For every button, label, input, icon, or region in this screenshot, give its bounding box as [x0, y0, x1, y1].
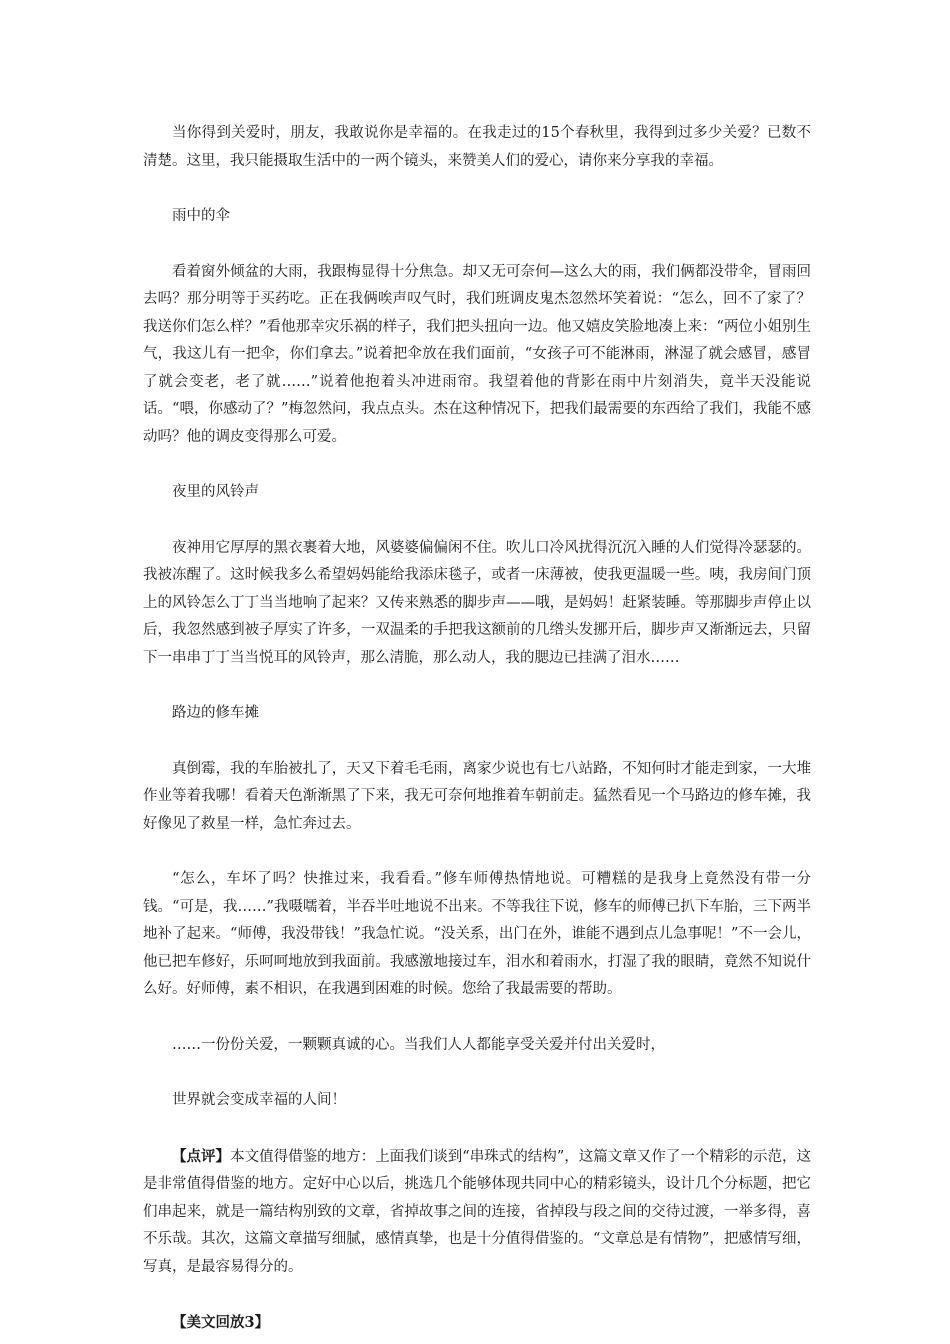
document-body [143, 120, 811, 1337]
closing-line-1: ……一份份关爱，一颗颗真诚的心。当我们人人都能享受关爱并付出关爱时， [172, 1036, 665, 1053]
section-heading-wind-chime: 夜里的风铃声 [172, 484, 259, 500]
section-heading-umbrella: 雨中的伞 [172, 208, 230, 224]
intro-paragraph: 当你得到关爱时，朋友，我敢说你是幸福的。在我走过的15个春秋里，我得到过多少关爱？已数不清楚。这里，我只能摄取生活中的一两个镜头，来赞美人们的爱心，请你来分享我的幸福。 [143, 125, 811, 169]
section-body-bike-repair-2: “怎么，车坏了吗？快推过来，我看看。”修车师傅热情地说。可糟糕的是我身上竟然没有带一分钱。“可是，我……”我嗫嚅着，半吞半吐地说不出来。不等我往下说，修车的师傅已扒下车胎，三下两半地补了起来。“师傅，我没带钱！”我急忙说。“没关系，出门在外，谁能不遇到点儿急事呢！”不一会儿，他已把车修好，乐呵呵地放到我面前。我感激地接过车，泪水和着雨水，打湿了我的眼睛，竟然不知说什么好。好师傅，素不相识，在我遇到困难的时候。您给了我最需要的帮助。 [143, 871, 811, 997]
closing-line-2: 世界就会变成幸福的人间！ [172, 1092, 346, 1108]
comment-paragraph [143, 1143, 811, 1282]
section-body-wind-chime: 夜神用它厚厚的黑衣裹着大地，风婆婆偏偏闲不住。吹儿口冷风扰得沉沉入睡的人们觉得冷瑟瑟的。我被冻醒了。这时候我多么希望妈妈能给我添床毯子，或者一床薄被，使我更温暖一些。咦，我房间门顶上的风铃怎么丁丁当当地响了起来？又传来熟悉的脚步声——哦，是妈妈！赶紧装睡。等那脚步声停止以后，我忽然感到被子厚实了许多，一双温柔的手把我这额前的几绺头发挪开后，脚步声又渐渐远去，只留下一串串丁丁当当悦耳的风铃声，那么清脆，那么动人，我的腮边已挂满了泪水…… [143, 539, 811, 666]
section-body-bike-repair-1: 真倒霉，我的车胎被扎了，天又下着毛毛雨，离家少说也有七八站路，不知何时才能走到家，一大堆作业等着我哪！看着天色渐渐黑了下来，我无可奈何地推着车朝前走。猛然看见一个马路边的修车摊，我好像见了救星一样，急忙奔过去。 [143, 760, 811, 832]
section-body-umbrella: 看着窗外倾盆的大雨，我跟梅显得十分焦急。却又无可奈何—这么大的雨，我们俩都没带伞，冒雨回去吗？那分明等于买药吃。正在我俩唉声叹气时，我们班调皮鬼杰忽然坏笑着说：“怎么，回不了家了？我送你们怎么样？”看他那幸灾乐祸的样子，我们把头扭向一边。他又嬉皮笑脸地凑上来：“两位小姐别生气，我这儿有一把伞，你们拿去。”说着把伞放在我们面前，“女孩子可不能淋雨，淋湿了就会感冒，感冒了就会变老，老了就……”说着他抱着头冲进雨帘。我望着他的背影在雨中片刻消失，竟半天没能说话。“喂，你感动了？”梅忽然问，我点点头。杰在这种情况下，把我们最需要的东西给了我们，我能不感动吗？他的调皮变得那么可爱。 [143, 263, 811, 445]
next-article-title: 【美文回放3】 [172, 1314, 270, 1331]
section-heading-bike-repair: 路边的修车摊 [172, 705, 259, 721]
comment-tag: 【点评】 [172, 1147, 231, 1165]
comment-body: 本文值得借鉴的地方：上面我们谈到“串珠式的结构”，这篇文章又作了一个精彩的示范，这是非常值得借鉴的地方。定好中心以后，挑选几个能够体现共同中心的精彩镜头，设计几个分标题，把它们串起来，就是一篇结构别致的文章，省掉故事之间的连接，省掉段与段之间的交待过渡，一举多得，喜不乐哉。其次，这篇文章描写细腻，感情真挚，也是十分值得借鉴的。“文章总是有情物”，把感情写细，写真，是最容易得分的。 [143, 1148, 811, 1275]
